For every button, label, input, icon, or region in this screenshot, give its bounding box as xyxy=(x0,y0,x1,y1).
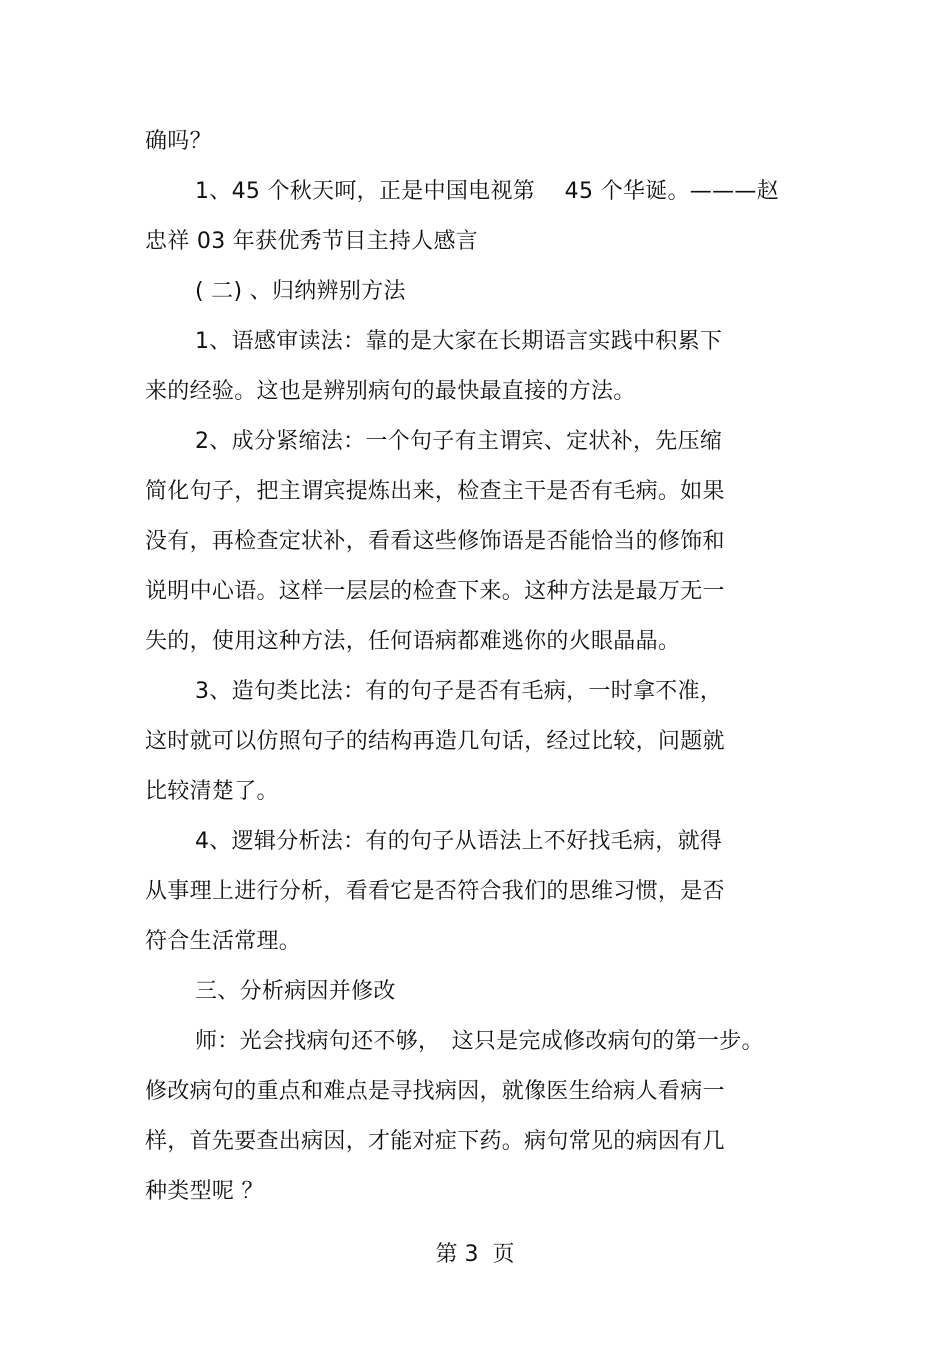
text-line: 简化句子，把主谓宾提炼出来，检查主干是否有毛病。如果 xyxy=(145,479,725,504)
text-line: 1、语感审读法：靠的是大家在长期语言实践中积累下 xyxy=(195,329,723,354)
text-line: 说明中心语。这样一层层的检查下来。这种方法是最万无一 xyxy=(145,579,725,604)
section-heading: 三、分析病因并修改 xyxy=(195,979,396,1004)
text-line: 师：光会找病句还不够， 这只是完成修改病句的第一步。 xyxy=(195,1029,764,1054)
text-line: 1、45 个秋天呵，正是中国电视第 45 个华诞。———赵 xyxy=(195,179,779,204)
text-line: 2、成分紧缩法：一个句子有主谓宾、定状补，先压缩 xyxy=(195,429,723,454)
section-heading: ( 二) 、归纳辨别方法 xyxy=(195,279,406,304)
text-line: 没有，再检查定状补，看看这些修饰语是否能恰当的修饰和 xyxy=(145,529,725,554)
text-line: 忠祥 03 年获优秀节目主持人感言 xyxy=(145,229,479,254)
text-line: 修改病句的重点和难点是寻找病因，就像医生给病人看病一 xyxy=(145,1079,725,1104)
text-line: 从事理上进行分析，看看它是否符合我们的思维习惯，是否 xyxy=(145,879,725,904)
text-line: 失的，使用这种方法，任何语病都难逃你的火眼晶晶。 xyxy=(145,629,681,654)
text-line: 3、造句类比法：有的句子是否有毛病，一时拿不准， xyxy=(195,679,723,704)
page-number-footer: 第 3 页 xyxy=(435,1242,515,1267)
text-line: 来的经验。这也是辨别病句的最快最直接的方法。 xyxy=(145,379,636,404)
text-line: 4、逻辑分析法：有的句子从语法上不好找毛病，就得 xyxy=(195,829,723,854)
text-line: 确吗？ xyxy=(145,129,212,154)
text-line: 比较清楚了。 xyxy=(145,779,279,804)
text-line: 这时就可以仿照句子的结构再造几句话，经过比较，问题就 xyxy=(145,729,725,754)
text-line: 种类型呢 ？ xyxy=(145,1179,264,1204)
text-line: 样，首先要查出病因，才能对症下药。病句常见的病因有几 xyxy=(145,1129,725,1154)
text-line: 符合生活常理。 xyxy=(145,929,302,954)
